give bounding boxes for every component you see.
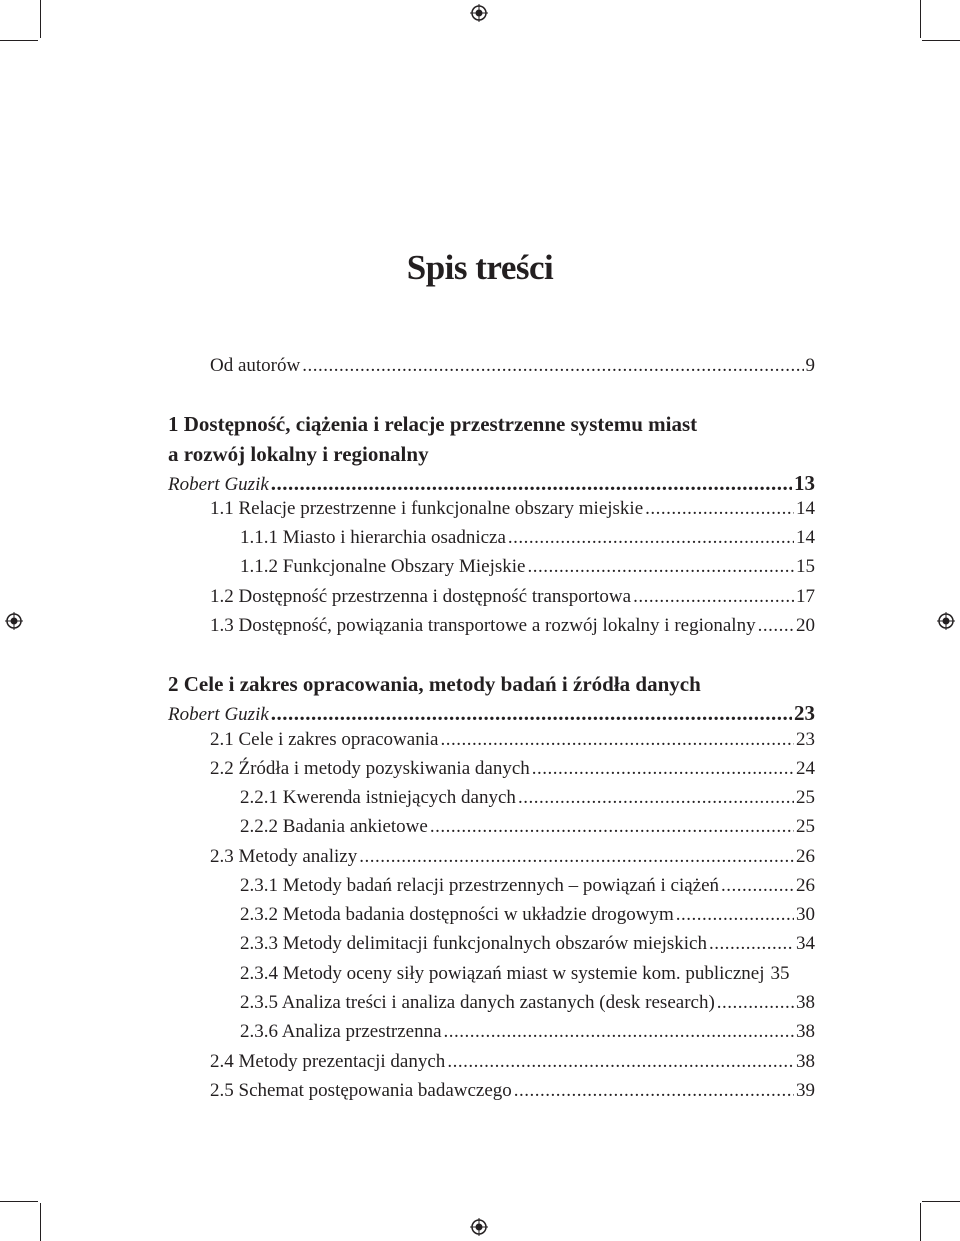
- chapter-title: a rozwój lokalny i regionalny: [168, 442, 429, 466]
- crop-mark: [0, 1201, 38, 1202]
- toc-entry-label: 1.2 Dostępność przestrzenna i dostępność transportowa: [210, 586, 632, 607]
- toc-entry[interactable]: [210, 498, 815, 520]
- toc-entry-label: 2.2.2 Badania ankietowe: [240, 816, 428, 837]
- crop-mark: [0, 40, 38, 41]
- crop-mark: [922, 1201, 960, 1202]
- toc-page-number: 20: [796, 615, 815, 636]
- crop-mark: [40, 1203, 41, 1241]
- toc-entry[interactable]: [240, 992, 815, 1014]
- toc-entry-label: 1.1.2 Funkcjonalne Obszary Miejskie: [240, 556, 526, 577]
- toc-entry-label: 2.3.3 Metody delimitacji funkcjonalnych obszarów miejskich: [240, 933, 707, 954]
- toc-page-number: 25: [796, 787, 815, 808]
- toc-entry-label: 2.3.2 Metoda badania dostępności w układzie drogowym: [240, 904, 674, 925]
- toc-entry-label: 1.1 Relacje przestrzenne i funkcjonalne obszary miejskie: [210, 498, 644, 519]
- toc-page-number: 14: [796, 498, 815, 519]
- chapter-title: 2 Cele i zakres opracowania, metody badań i źródła danych: [168, 672, 701, 696]
- toc-page-number: 30: [796, 904, 815, 925]
- dot-leader: [359, 846, 794, 868]
- toc-page-number: 24: [796, 758, 815, 779]
- dot-leader: [302, 355, 803, 377]
- toc-entry[interactable]: [240, 527, 815, 549]
- toc-entry-label: 2.3.6 Analiza przestrzenna: [240, 1021, 442, 1042]
- dot-leader: [676, 904, 794, 926]
- crop-mark: [920, 1203, 921, 1241]
- toc-page-number: 17: [796, 586, 815, 607]
- toc-entry[interactable]: [240, 556, 815, 578]
- dot-leader: [447, 1051, 794, 1073]
- toc-page-number: 38: [796, 1021, 815, 1042]
- page-title: Spis treści: [406, 248, 554, 287]
- registration-mark-icon: [470, 1218, 488, 1236]
- toc-page-number: 15: [796, 556, 815, 577]
- toc-entry[interactable]: [210, 586, 815, 608]
- toc-page-number: 23: [796, 729, 815, 750]
- toc-page-number: 14: [796, 527, 815, 548]
- toc-page-number: 38: [796, 1051, 815, 1072]
- dot-leader: [271, 702, 792, 724]
- chapter-author: Robert Guzik: [168, 474, 269, 495]
- crop-mark: [922, 40, 960, 41]
- dot-leader: [440, 729, 794, 751]
- toc-entry-label: 2.3 Metody analizy: [210, 846, 358, 867]
- toc-page-number: 26: [796, 846, 815, 867]
- toc-entry-label: 2.3.1 Metody badań relacji przestrzennych – powiązań i ciążeń: [240, 875, 720, 896]
- toc-entry[interactable]: [210, 615, 815, 637]
- toc-entry-label: 1.1.1 Miasto i hierarchia osadnicza: [240, 527, 506, 548]
- toc-entry[interactable]: [240, 875, 815, 897]
- registration-mark-icon: [5, 612, 23, 630]
- toc-page-number: 34: [796, 933, 815, 954]
- dot-leader: [633, 586, 794, 608]
- dot-leader: [527, 556, 794, 578]
- toc-entry[interactable]: [210, 846, 815, 868]
- dot-leader: [430, 816, 794, 838]
- toc-entry[interactable]: [240, 1021, 815, 1043]
- toc-page-number: 35: [770, 963, 790, 984]
- dot-leader: [721, 875, 794, 897]
- registration-mark-icon: [470, 4, 488, 22]
- toc-entry[interactable]: [240, 963, 815, 985]
- crop-mark: [40, 0, 41, 38]
- toc-page-number: 38: [796, 992, 815, 1013]
- toc-entry[interactable]: [210, 1080, 815, 1102]
- toc-entry[interactable]: [240, 933, 815, 955]
- toc-entry[interactable]: [210, 729, 815, 751]
- toc-entry-label: 2.1 Cele i zakres opracowania: [210, 729, 439, 750]
- crop-mark: [920, 0, 921, 38]
- toc-page-number: 39: [796, 1080, 815, 1101]
- toc-entry-label: 1.3 Dostępność, powiązania transportowe a rozwój lokalny i regionalny: [210, 615, 756, 636]
- toc-page-number: 13: [794, 471, 815, 495]
- dot-leader: [532, 758, 794, 780]
- chapter-author: Robert Guzik: [168, 704, 269, 725]
- toc-page-number: 23: [794, 701, 815, 725]
- toc-entry-label: 2.3.5 Analiza treści i analiza danych zastanych (desk research): [240, 992, 715, 1013]
- dot-leader: [709, 933, 794, 955]
- toc-entry[interactable]: [210, 758, 815, 780]
- toc-entry[interactable]: [240, 816, 815, 838]
- toc-page-number: 25: [796, 816, 815, 837]
- toc-entry-chapter-2[interactable]: [168, 702, 815, 726]
- toc-entry[interactable]: [240, 904, 815, 926]
- toc-entry[interactable]: [210, 1051, 815, 1073]
- toc-entry-label: 2.4 Metody prezentacji danych: [210, 1051, 446, 1072]
- registration-mark-icon: [937, 612, 955, 630]
- toc-entry-label: Od autorów: [210, 355, 301, 376]
- dot-leader: [271, 472, 792, 494]
- dot-leader: [645, 498, 794, 520]
- dot-leader: [518, 787, 794, 809]
- toc-page-number: 26: [796, 875, 815, 896]
- chapter-title: 1 Dostępność, ciążenia i relacje przestrzenne systemu miast: [168, 412, 698, 436]
- toc-entry-label: 2.2 Źródła i metody pozyskiwania danych: [210, 758, 530, 779]
- dot-leader: [444, 1021, 794, 1043]
- dot-leader: [717, 992, 794, 1014]
- toc-entry-intro[interactable]: [210, 355, 815, 377]
- dot-leader: [508, 527, 794, 549]
- toc-entry-label: 2.5 Schemat postępowania badawczego: [210, 1080, 512, 1101]
- toc-entry-chapter-1[interactable]: [168, 472, 815, 496]
- toc-page-number: 9: [805, 355, 815, 376]
- toc-entry-label: 2.2.1 Kwerenda istniejących danych: [240, 787, 516, 808]
- toc-entry-label: 2.3.4 Metody oceny siły powiązań miast w systemie kom. publicznej: [240, 963, 765, 984]
- toc-entry[interactable]: [240, 787, 815, 809]
- dot-leader: [758, 615, 794, 637]
- dot-leader: [514, 1080, 794, 1102]
